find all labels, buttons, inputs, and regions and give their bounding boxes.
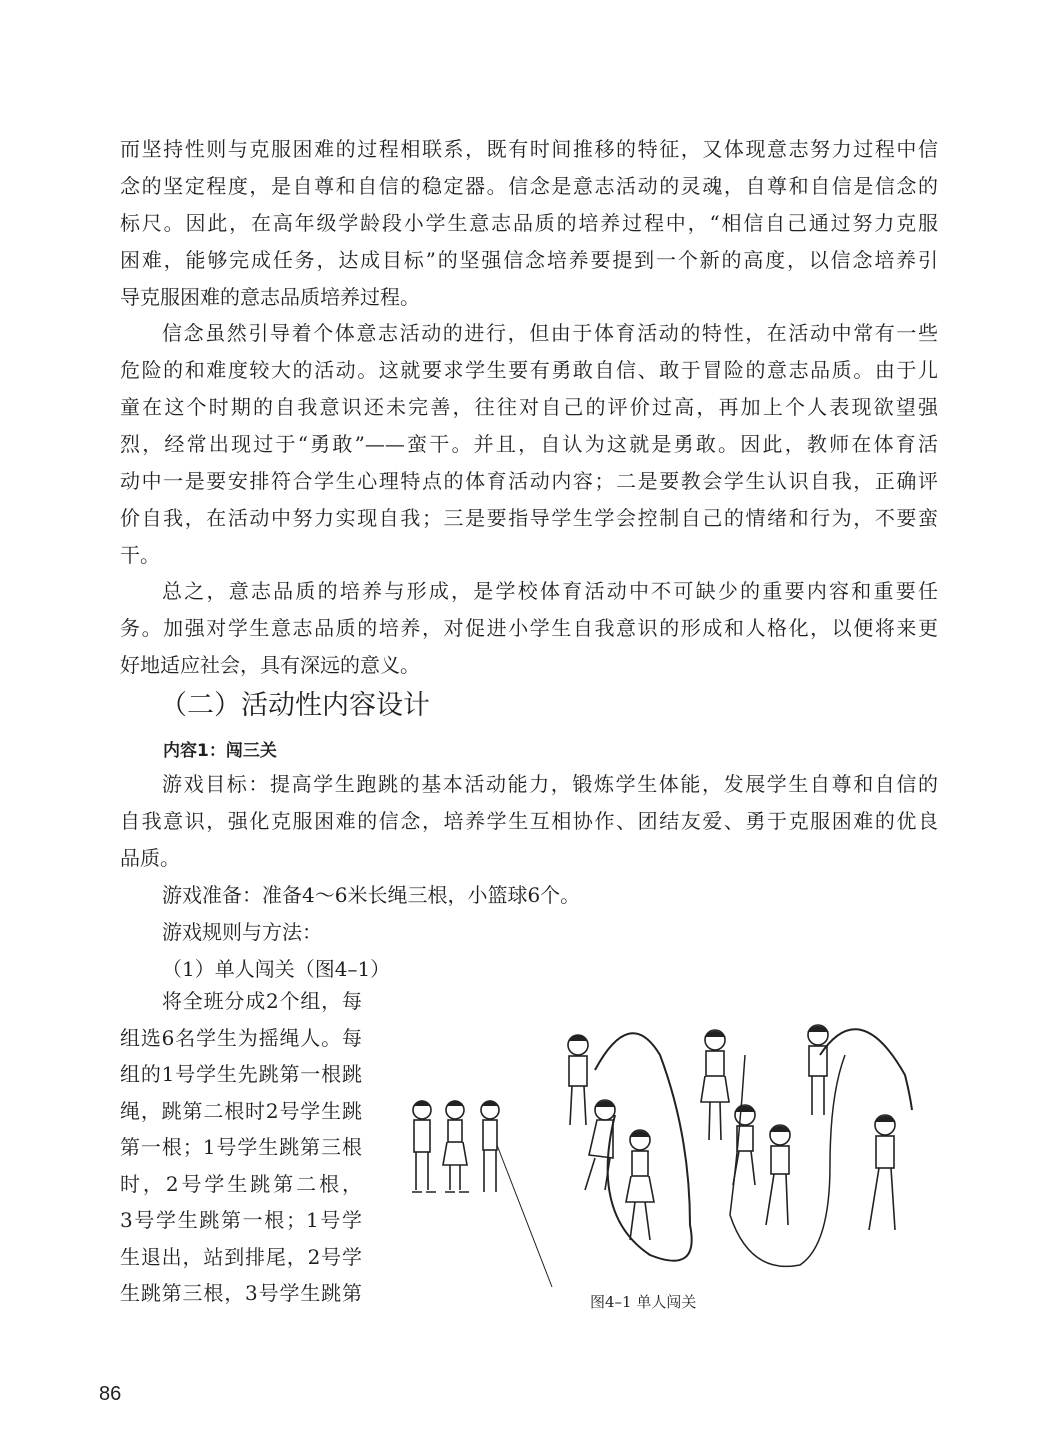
text-line: 好地适应社会，具有深远的意义。: [120, 653, 420, 677]
text-line: 品质。: [120, 846, 180, 870]
step1-text: [120, 983, 362, 1312]
rope-turners-and-jumpers: [568, 1025, 912, 1266]
page-number: 86: [99, 1383, 122, 1405]
text-line: 总之，意志品质的培养与形成，是学校体育活动中不可缺少的重要内容和重要任: [162, 579, 938, 603]
figure-caption: 图4–1 单人闯关: [590, 1293, 697, 1311]
text-line: 3号学生跳第一根；1号学: [120, 1208, 362, 1232]
content-title: 内容1：闯三关: [163, 741, 277, 761]
text-line: 童在这个时期的自我意识还未完善，往往对自己的评价过高，再加上个人表现欲望强: [120, 395, 938, 419]
text-line: 自我意识，强化克服困难的信念，培养学生互相协作、团结友爱、勇于克服困难的优良: [120, 809, 938, 833]
game-goal: [120, 766, 938, 988]
text-line: 绳，跳第二根时2号学生跳: [120, 1098, 362, 1123]
text-line: 信念虽然引导着个体意志活动的进行，但由于体育活动的特性，在活动中常有一些: [162, 321, 938, 345]
paragraph-3: [120, 573, 938, 684]
text-line: 价自我，在活动中努力实现自我；三是要指导学生学会控制自己的情绪和行为，不要蛮: [120, 506, 938, 530]
text-line: 时，2号学生跳第二根，: [120, 1171, 362, 1196]
section-heading: （二）活动性内容设计: [160, 690, 430, 721]
text-line: 务。加强对学生意志品质的培养，对促进小学生自我意识的形成和人格化，以便将来更: [120, 616, 938, 640]
paragraph-1: [120, 131, 938, 316]
text-line: 困难，能够完成任务，达成目标”的坚强信念培养要提到一个新的高度，以信念培养引: [120, 248, 938, 272]
text-line: 生跳第三根，3号学生跳第: [120, 1281, 362, 1305]
game-prep: 游戏准备：准备4～6米长绳三根，小篮球6个。: [162, 883, 581, 907]
text-line: 将全班分成2个组，每: [162, 989, 362, 1013]
waiting-students: [412, 1101, 552, 1287]
step1-title: （1）单人闯关（图4–1）: [162, 957, 391, 981]
text-line: 组的1号学生先跳第一根跳: [120, 1062, 362, 1086]
text-line: 第一根；1号学生跳第三根: [120, 1135, 362, 1159]
text-line: 游戏目标：提高学生跑跳的基本活动能力，锻炼学生体能，发展学生自尊和自信的: [162, 772, 938, 796]
text-line: 生退出，站到排尾，2号学: [120, 1244, 362, 1269]
text-line: 标尺。因此，在高年级学龄段小学生意志品质的培养过程中，“相信自己通过努力克服: [120, 211, 938, 235]
text-line: 而坚持性则与克服困难的过程相联系，既有时间推移的特征，又体现意志努力过程中信: [120, 137, 938, 161]
rules-title: 游戏规则与方法：: [162, 920, 322, 944]
text-line: 烈，经常出现过于“勇敢”——蛮干。并且，自认为这就是勇敢。因此，教师在体育活: [120, 432, 938, 456]
text-line: 组选6名学生为摇绳人。每: [120, 1025, 362, 1050]
text-line: 动中一是要安排符合学生心理特点的体育活动内容；二是要教会学生认识自我，正确评: [120, 469, 938, 493]
text-line: 导克服困难的意志品质培养过程。: [120, 285, 420, 309]
text-line: 危险的和难度较大的活动。这就要求学生要有勇敢自信、敢于冒险的意志品质。由于儿: [120, 358, 938, 382]
jump-rope-illustration: [400, 1015, 940, 1290]
text-line: 干。: [120, 543, 160, 567]
paragraph-2: [120, 315, 938, 574]
text-line: 念的坚定程度，是自尊和自信的稳定器。信念是意志活动的灵魂，自尊和自信是信念的: [120, 174, 938, 198]
